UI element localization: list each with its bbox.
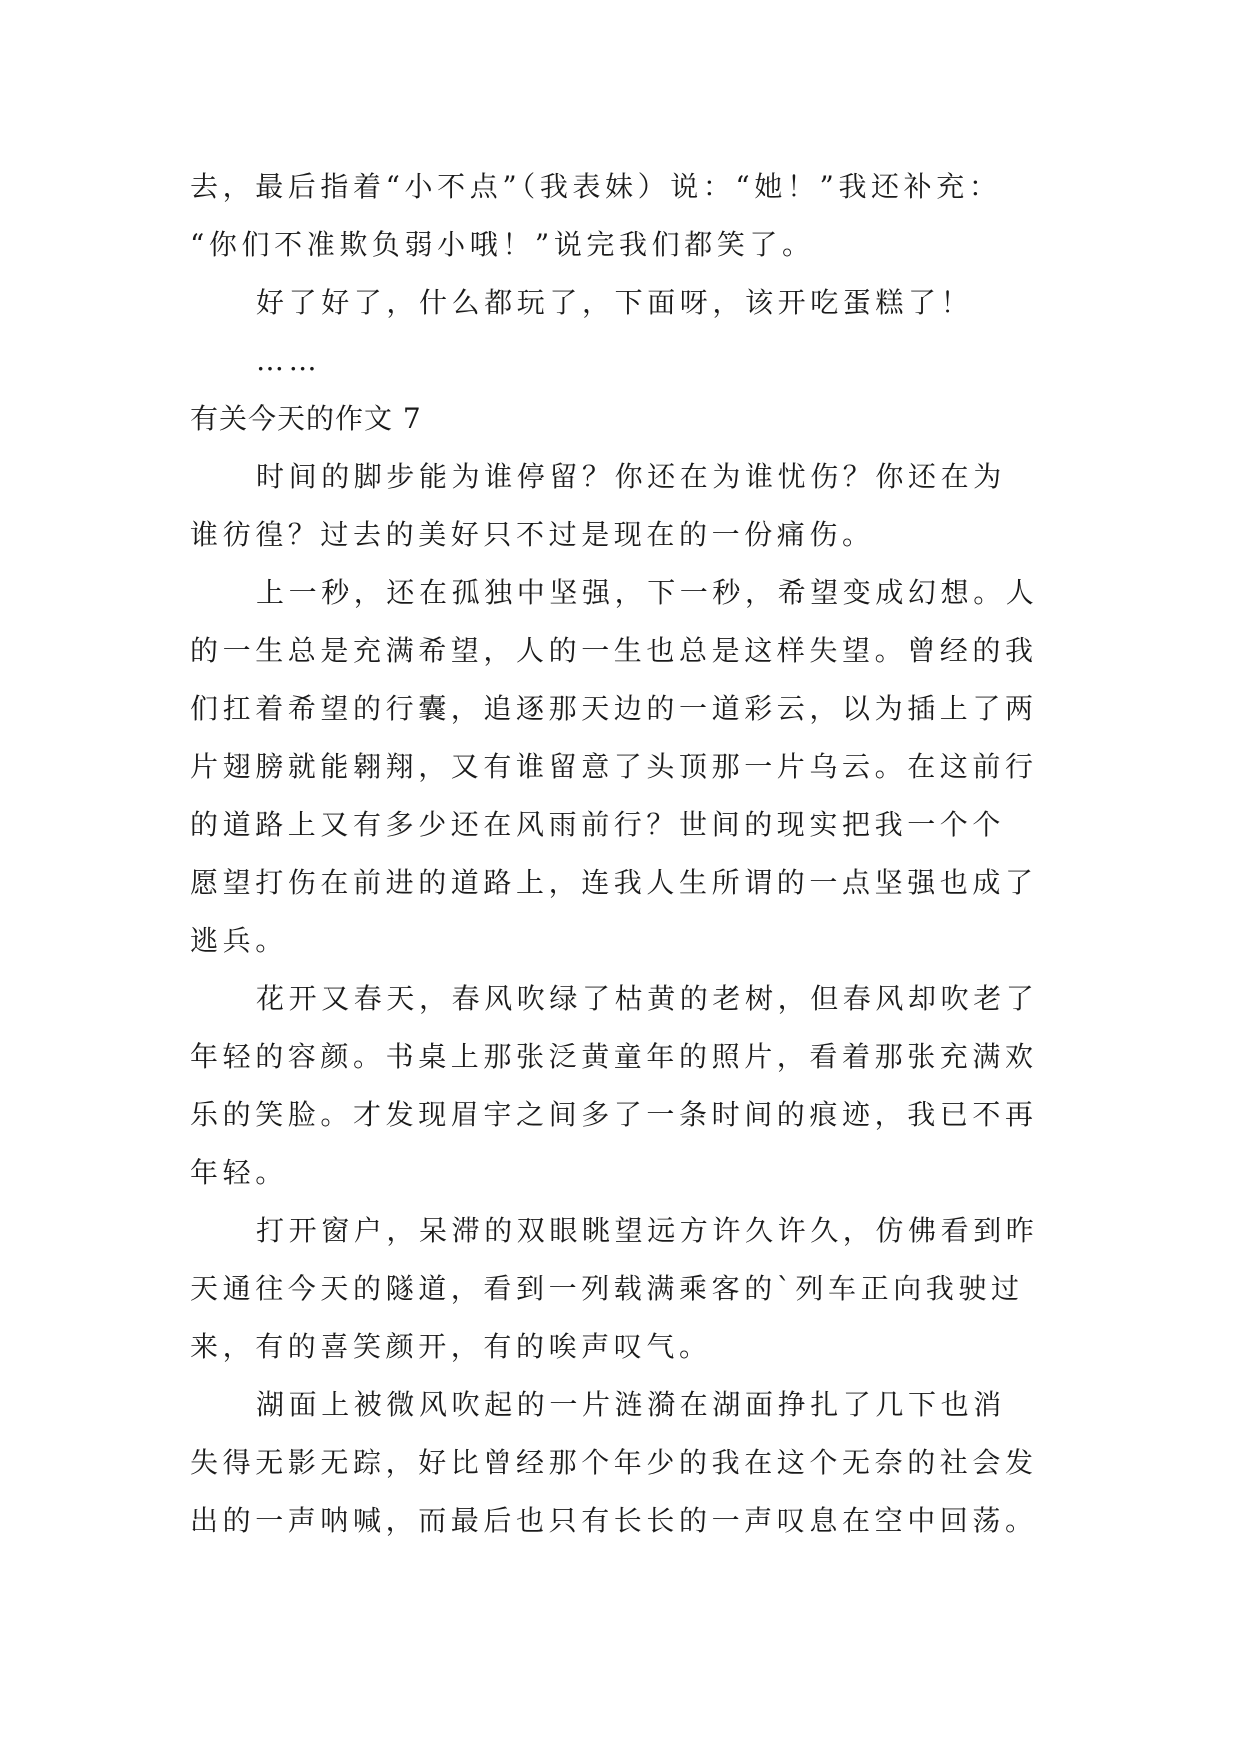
text-line: 年轻。 [190,1156,288,1189]
text-line: 逃兵。 [190,924,288,957]
text-line: 谁彷徨？过去的美好只不过是现在的一份痛伤。 [190,518,875,551]
text-line: 来，有的喜笑颜开，有的唉声叹气。 [190,1330,712,1363]
paragraph-start: 好了好了，什么都玩了，下面呀，该开吃蛋糕了！ [256,286,974,319]
paragraph-start: 打开窗户，呆滞的双眼眺望远方许久许久，仿佛看到昨 [256,1214,1039,1247]
paragraph-start: 花开又春天，春风吹绿了枯黄的老树，但春风却吹老了 [256,982,1039,1015]
text-line: “你们不准欺负弱小哦！”说完我们都笑了。 [190,228,815,261]
paragraph-start: 上一秒，还在孤独中坚强，下一秒，希望变成幻想。人 [256,576,1039,609]
text-line: 天通往今天的隧道，看到一列载满乘客的`列车正向我驶过 [190,1272,1024,1305]
paragraph-start: 湖面上被微风吹起的一片涟漪在湖面挣扎了几下也消 [256,1388,1006,1421]
text-line: 愿望打伤在前进的道路上，连我人生所谓的一点坚强也成了 [190,866,1038,899]
text-line: 乐的笑脸。才发现眉宇之间多了一条时间的痕迹，我已不再 [190,1098,1038,1131]
text-line: 片翅膀就能翱翔，又有谁留意了头顶那一片乌云。在这前行 [190,750,1038,783]
paragraph-start: 时间的脚步能为谁停留？你还在为谁忧伤？你还在为 [256,460,1006,493]
text-line: 去，最后指着“小不点”（我表妹）说：“她！”我还补充： [190,170,1002,203]
text-line: 的道路上又有多少还在风雨前行？世间的现实把我一个个 [190,808,1006,841]
text-line: 失得无影无踪，好比曾经那个年少的我在这个无奈的社会发 [190,1446,1038,1479]
text-line: 们扛着希望的行囊，追逐那天边的一道彩云，以为插上了两 [190,692,1038,725]
text-line: 年轻的容颜。书桌上那张泛黄童年的照片，看着那张充满欢 [190,1040,1038,1073]
document-page [190,158,1070,1550]
text-line: 出的一声呐喊，而最后也只有长长的一声叹息在空中回荡。 [190,1504,1038,1537]
text-line: 的一生总是充满希望，人的一生也总是这样失望。曾经的我 [190,634,1038,667]
section-heading: 有关今天的作文 7 [190,402,422,435]
ellipsis-line: …… [256,344,322,377]
